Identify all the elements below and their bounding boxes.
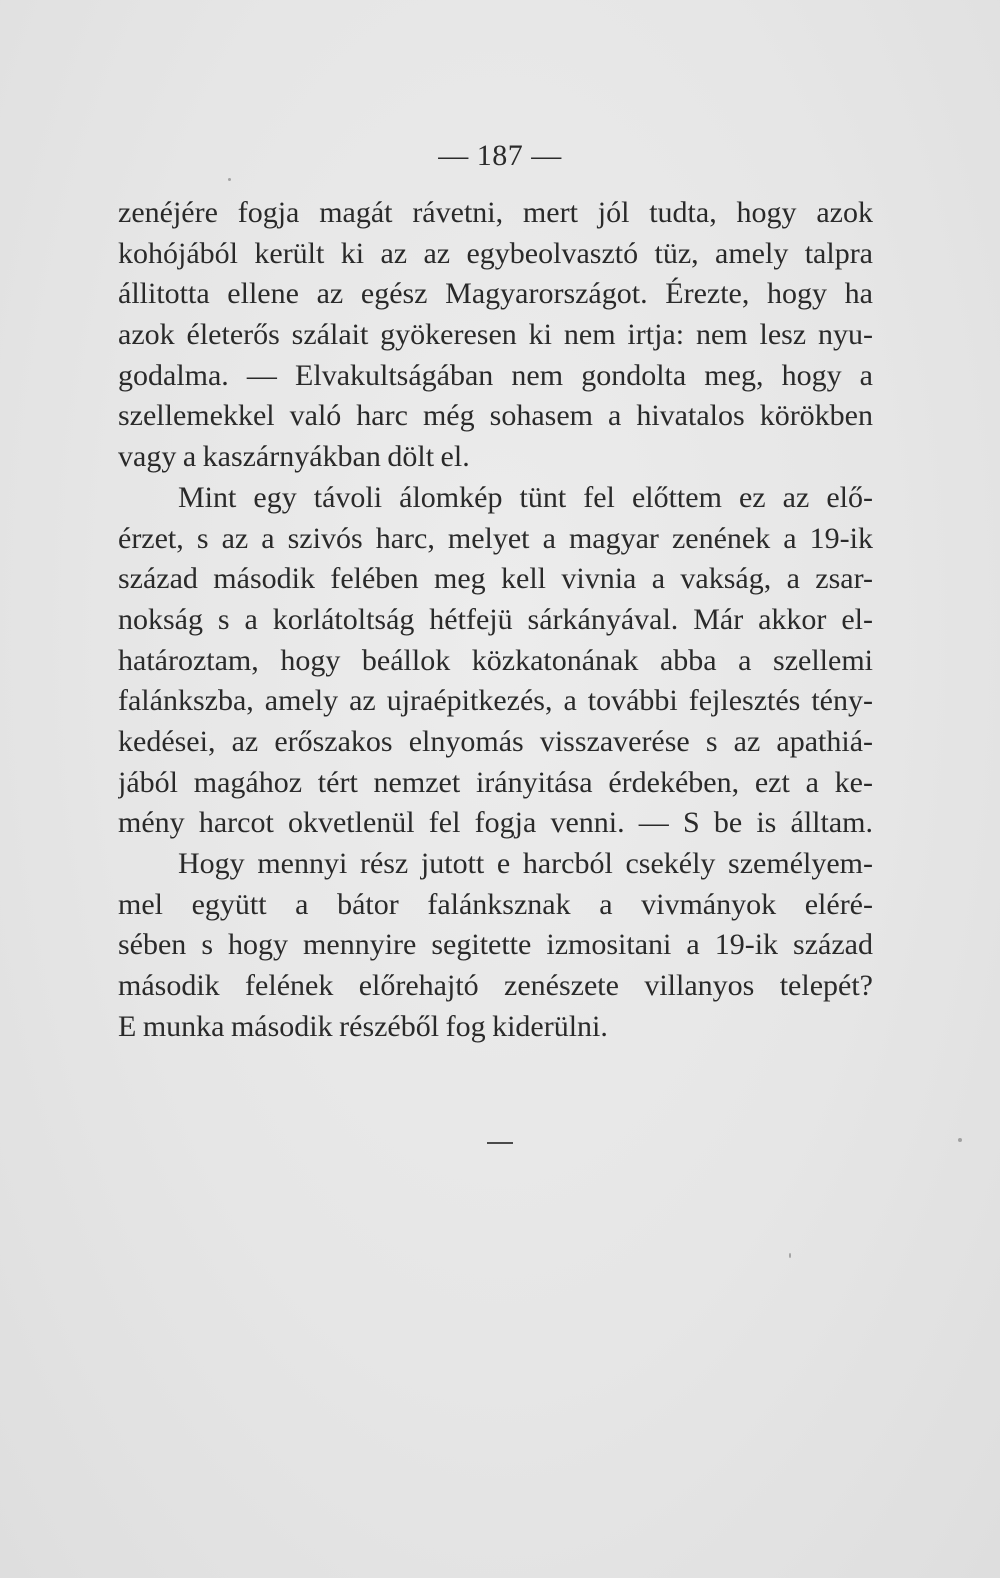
print-speck xyxy=(228,178,231,181)
text-line: jából magához tért nemzet irányitása érdekében, ezt a ke- xyxy=(118,765,873,799)
text-line: mény harcot okvetlenül fel fogja venni. — S be is álltam. xyxy=(118,806,873,840)
text-line: szellemekkel való harc még sohasem a hivatalos körökben xyxy=(118,399,873,433)
text-line: második felének előrehajtó zenészete villanyos telepét? xyxy=(118,969,873,1003)
end-rule xyxy=(487,1142,513,1144)
text-line: godalma. — Elvakultságában nem gondolta meg, hogy a xyxy=(118,358,873,392)
text-line: sében s hogy mennyire segitette izmositani a 19-ik század xyxy=(118,928,873,962)
text-line: falánkszba, amely az ujraépitkezés, a további fejlesztés tény- xyxy=(118,684,873,718)
text-line: érzet, s az a szivós harc, melyet a magyar zenének a 19-ik xyxy=(118,521,873,555)
text-line: E munka második részéből fog kiderülni. xyxy=(118,1009,608,1043)
text-line: század második felében meg kell vivnia a vakság, a zsar- xyxy=(118,562,873,596)
print-speck xyxy=(789,1253,791,1258)
text-line: állitotta ellene az egész Magyarországot. Érezte, hogy ha xyxy=(118,277,873,311)
text-line: azok életerős szálait gyökeresen ki nem irtja: nem lesz nyu- xyxy=(118,318,873,352)
text-line: Hogy mennyi rész jutott e harcból csekély személyem- xyxy=(178,847,873,880)
text-line: határoztam, hogy beállok közkatonának abba a szellemi xyxy=(118,643,873,677)
text-line: kohójából került ki az az egybeolvasztó tüz, amely talpra xyxy=(118,236,873,270)
text-line: vagy a kaszárnyákban dölt el. xyxy=(118,440,470,474)
page-number: — 187 — xyxy=(438,139,562,172)
text-line: Mint egy távoli álomkép tünt fel előttem ez az elő- xyxy=(178,480,873,514)
text-line: nokság s a korlátoltság hétfejü sárkányával. Már akkor el- xyxy=(118,602,873,636)
text-line: mel együtt a bátor falánksznak a vivmányok eléré- xyxy=(118,887,873,921)
text-line: zenéjére fogja magát rávetni, mert jól tudta, hogy azok xyxy=(118,196,873,229)
text-line: kedései, az erőszakos elnyomás visszaverése s az apathiá- xyxy=(118,724,873,758)
print-speck xyxy=(958,1138,962,1142)
body-text xyxy=(118,193,873,1047)
